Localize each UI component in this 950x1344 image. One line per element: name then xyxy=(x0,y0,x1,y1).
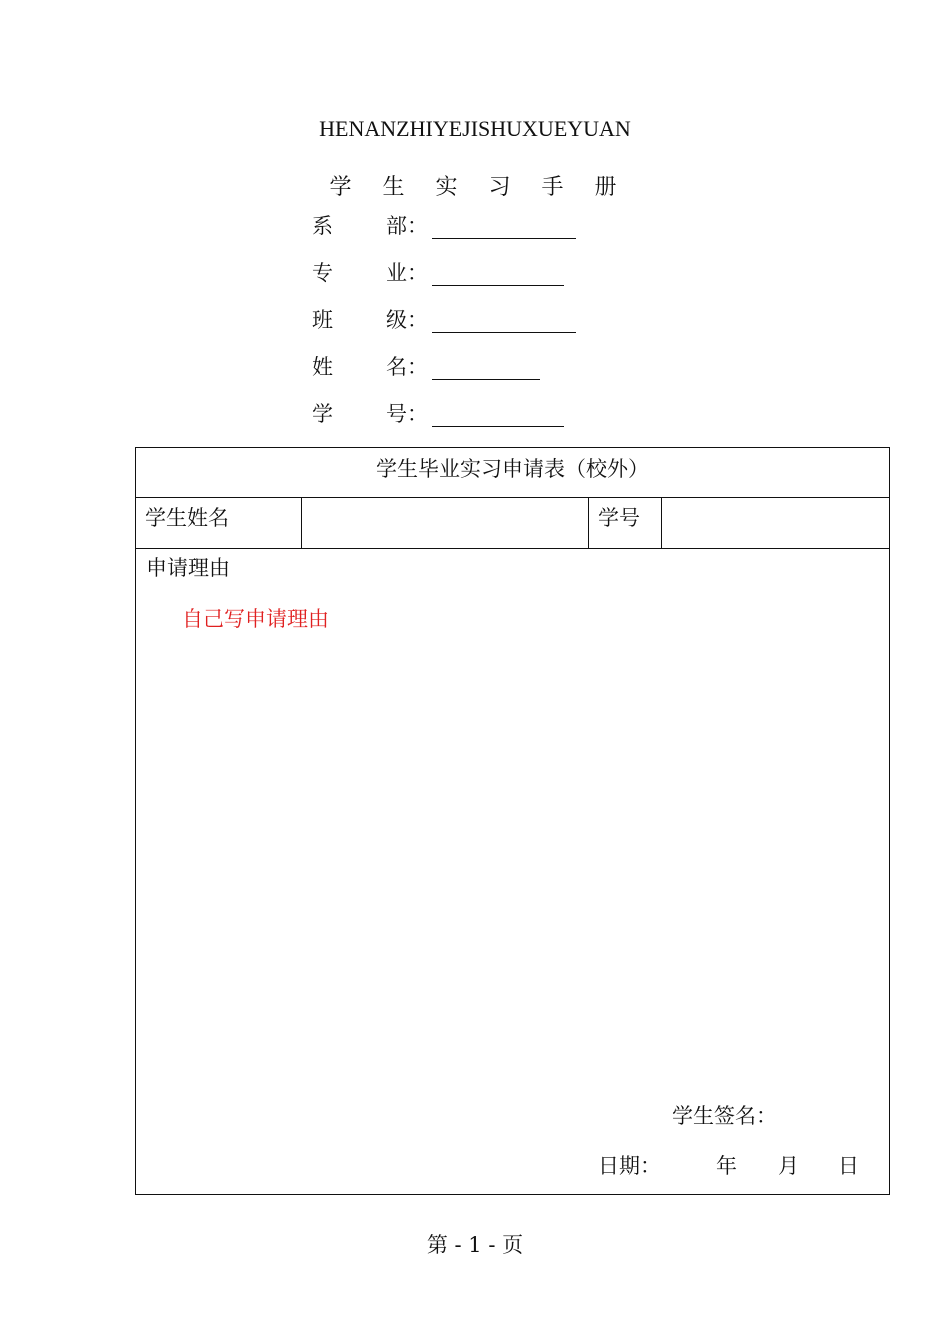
name-label-2: 名： xyxy=(386,355,428,379)
date-label: 日期： xyxy=(598,1154,661,1178)
department-label-2: 部： xyxy=(386,214,428,238)
year-label: 年 xyxy=(716,1154,737,1178)
student-name-input[interactable] xyxy=(302,498,589,548)
form-title: 学生毕业实习申请表（校外） xyxy=(136,448,889,498)
class-label-2: 级： xyxy=(386,308,428,332)
signature-label: 学生签名： xyxy=(672,1104,777,1128)
department-blank-line[interactable] xyxy=(432,238,576,239)
class-label-1: 班 xyxy=(312,308,333,332)
page-number: 第 - 1 - 页 xyxy=(426,1233,524,1257)
student-id-label: 学号 xyxy=(589,498,662,548)
day-label: 日 xyxy=(838,1154,859,1178)
student-number-label-1: 学 xyxy=(312,402,333,426)
student-number-label-2: 号： xyxy=(386,402,428,426)
name-label-1: 姓 xyxy=(312,355,333,379)
student-name-label: 学生姓名 xyxy=(136,498,302,548)
class-blank-line[interactable] xyxy=(432,332,576,333)
major-blank-line[interactable] xyxy=(432,285,564,286)
school-name: HENANZHIYEJISHUXUEYUAN xyxy=(319,116,631,141)
reason-placeholder[interactable]: 自己写申请理由 xyxy=(182,607,329,631)
internship-application-form xyxy=(135,447,890,1195)
department-label-1: 系 xyxy=(312,214,333,238)
handbook-title: 学 生 实 习 手 册 xyxy=(329,175,629,200)
month-label: 月 xyxy=(778,1154,799,1178)
reason-label: 申请理由 xyxy=(146,556,230,580)
student-info-row xyxy=(136,498,889,549)
date-line xyxy=(598,1150,878,1180)
student-id-input[interactable] xyxy=(662,498,891,548)
student-number-blank-line[interactable] xyxy=(432,426,564,427)
major-label-1: 专 xyxy=(312,261,333,285)
major-label-2: 业： xyxy=(386,261,428,285)
name-blank-line[interactable] xyxy=(432,379,540,380)
